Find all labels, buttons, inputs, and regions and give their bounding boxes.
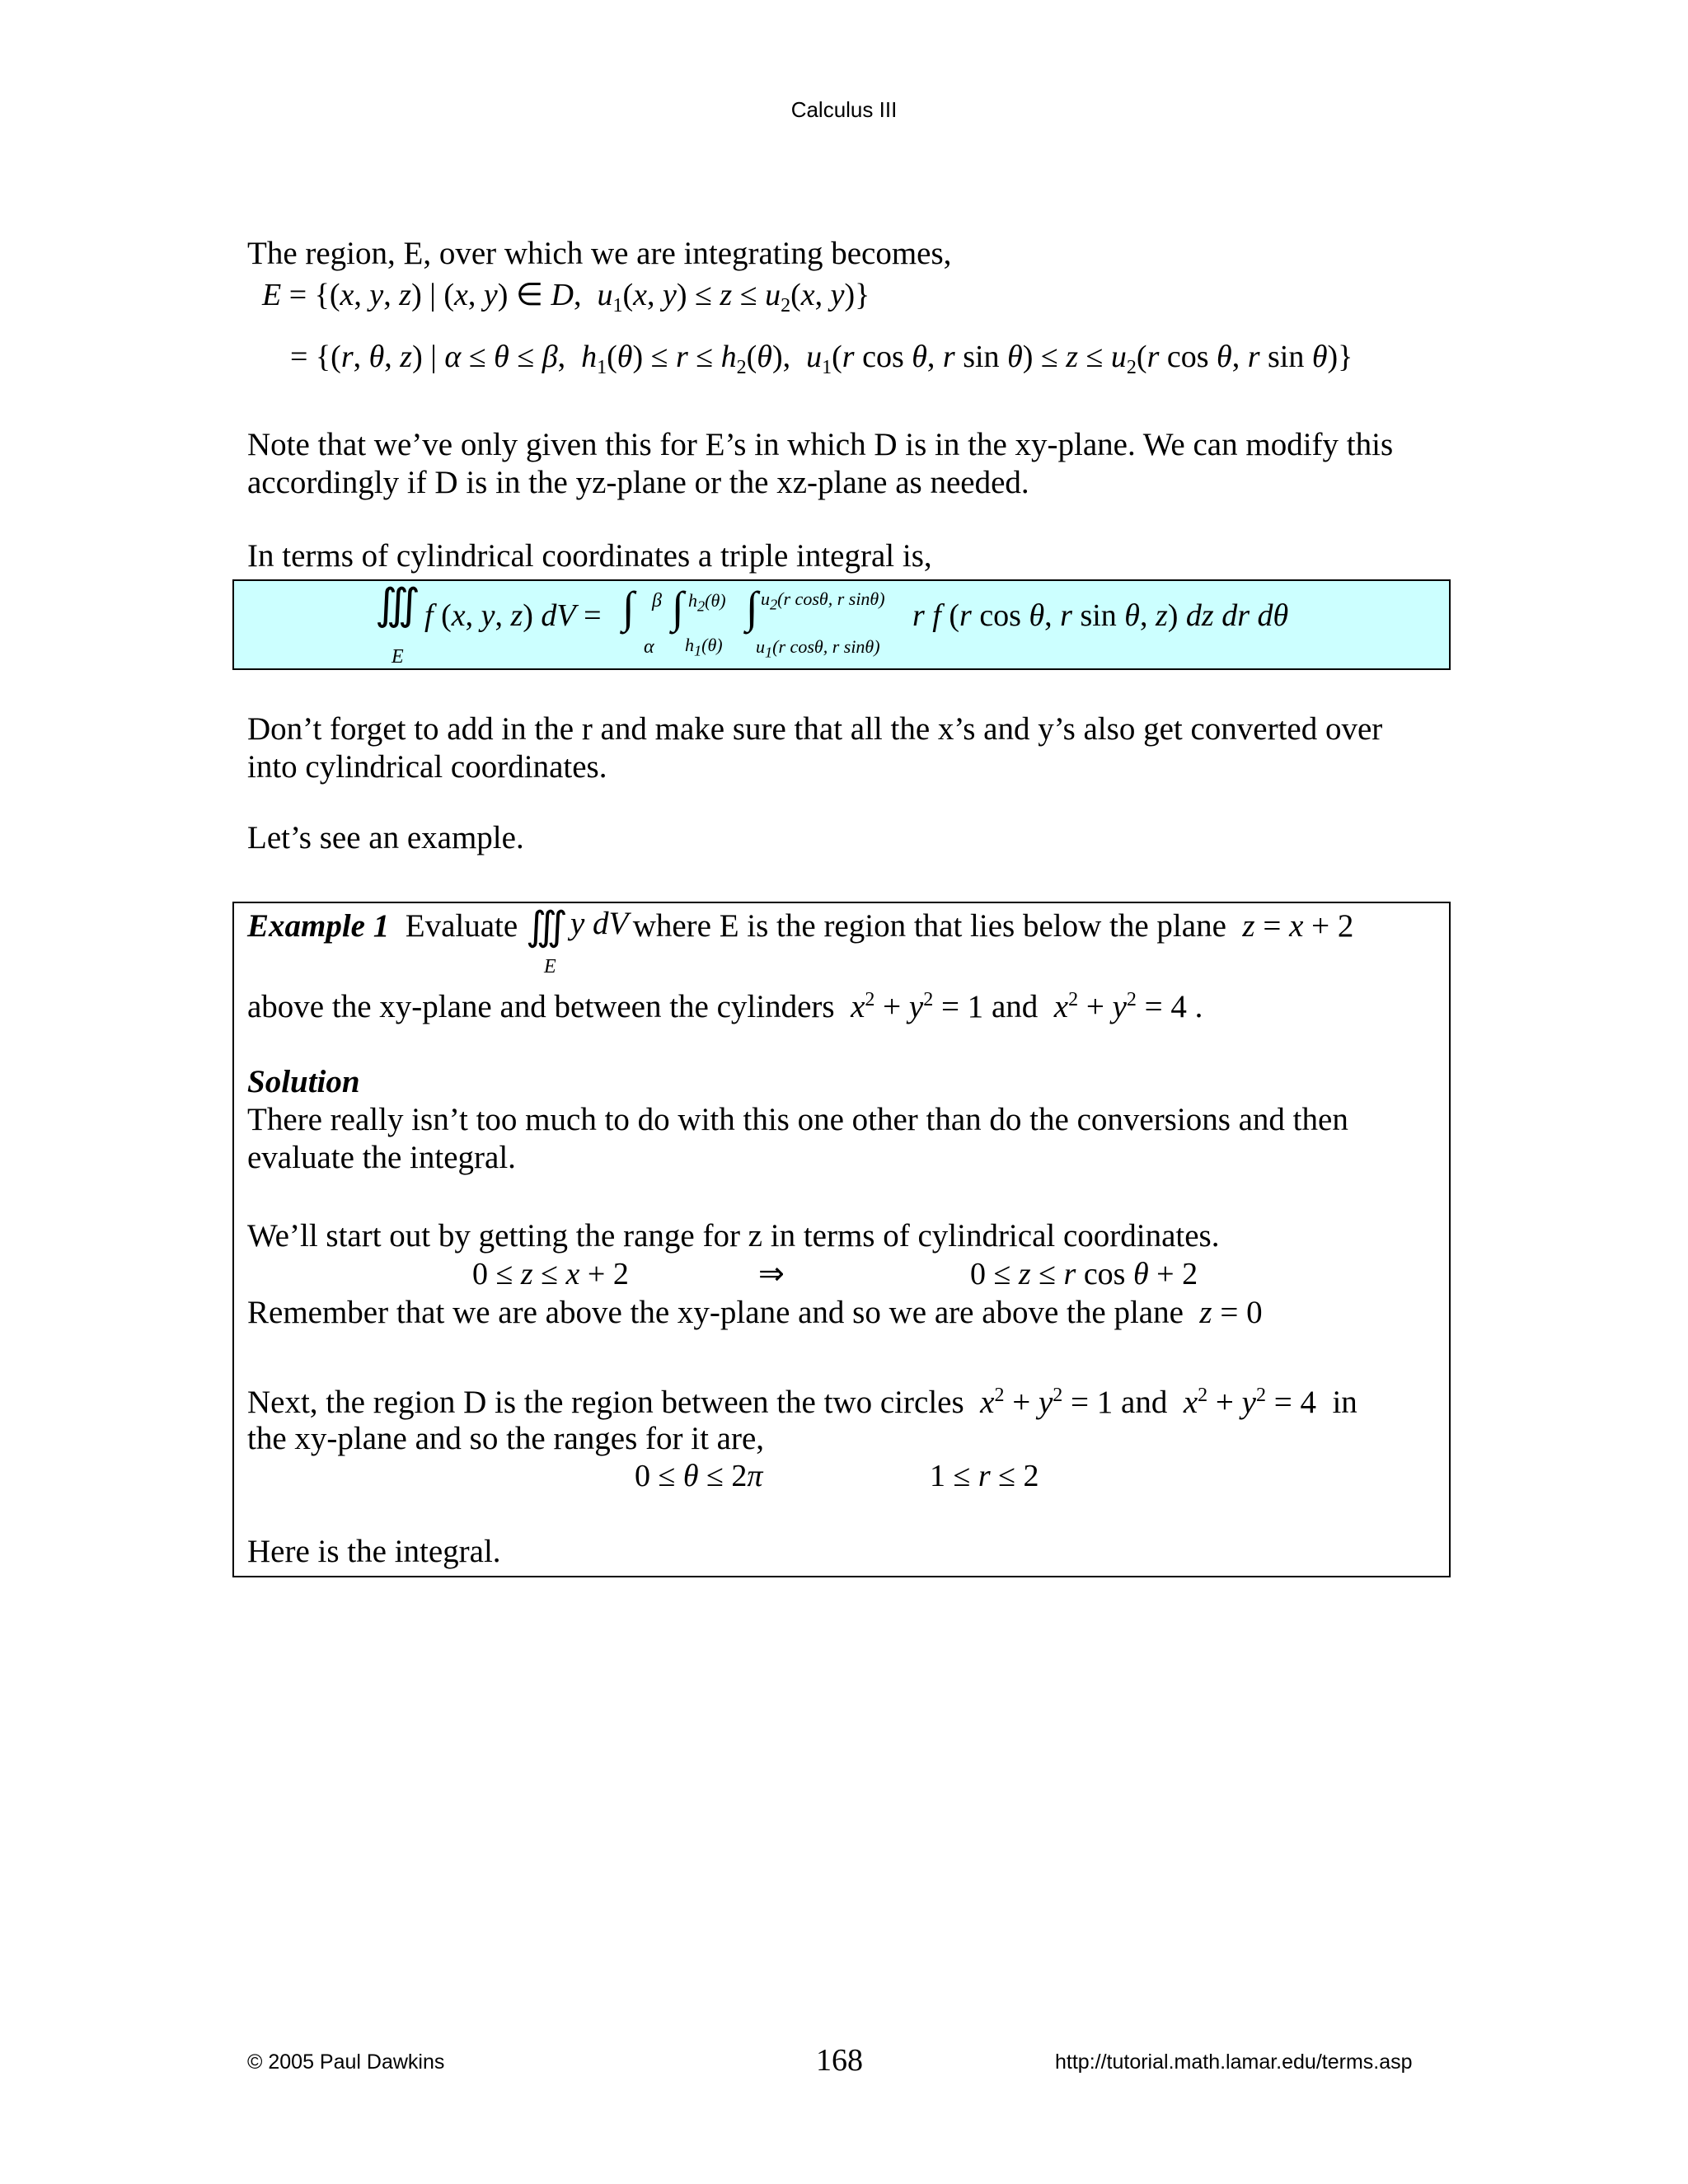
theta-range: 0 ≤ θ ≤ 2π [635,1459,763,1493]
next-line-1-text: Next, the region D is the region between the two circles [247,1385,964,1420]
reminder-line-1: Don’t forget to add in the r and make sure that all the x’s and y’s also get converted over [247,711,1383,747]
z-range-intro: We’ll start out by getting the range for z in terms of cylindrical coordinates. [247,1218,1220,1254]
example-line-1 [247,905,1451,977]
example-line-1-rest: where E is the region that lies below the plane [632,908,1226,944]
r-range: 1 ≤ r ≤ 2 [930,1459,1039,1493]
and-1: and [991,989,1039,1024]
and-2: and [1121,1385,1168,1420]
here-is-integral: Here is the integral. [247,1534,501,1569]
reminder-line-2: into cylindrical coordinates. [247,749,607,785]
example-integral: ∭ E y dV [525,905,629,977]
z-range-cylindrical: 0 ≤ z ≤ r cos θ + 2 [970,1257,1198,1291]
footer-url[interactable]: http://tutorial.math.lamar.edu/terms.asp [1055,2050,1413,2074]
see-example: Let’s see an example. [247,820,524,855]
region-set-equation-2: = {(r, θ, z) | α ≤ θ ≤ β, $h_1(\theta) \le r \le h_2(\theta)$, $u_1(r$ cos θ, r $\sin \theta) \le z \le u_2(r$ cos θ, r sin θ)} [290,340,1353,378]
remember-line: Remember that we are above the xy-plane and so we are above the plane z = 0 [247,1295,1263,1330]
example-line-2-start: above the xy-plane and between the cylinders [247,989,835,1024]
footer-copyright: © 2005 Paul Dawkins [247,2050,445,2074]
region-set-equation-1: E = {(x, y, z) | (x, y) ∈ D, $u_1(x$, $y) \le z \le u_2(x$, y)} [262,278,870,316]
solution-line-2: evaluate the integral. [247,1140,516,1175]
solution-line-1: There really isn’t too much to do with this one other than do the conversions and then [247,1102,1348,1137]
circle-2: $x^2 + y^2 = 4$ [1183,1385,1316,1420]
example-line-2 [247,981,1451,1026]
solution-label: Solution [247,1064,360,1099]
note-line-2: accordingly if D is in the yz-plane or the xz-plane as needed. [247,465,1029,500]
plane-equation: z = x + 2 [1242,908,1354,944]
note-line-1: Note that we’ve only given this for E’s in which D is in the xy-plane. We can modify this [247,427,1394,462]
example-evaluate: Evaluate [405,908,518,944]
cylindrical-intro: In terms of cylindrical coordinates a triple integral is, [247,538,932,574]
circle-1: $x^2 + y^2 = 1$ [980,1385,1114,1420]
cylinder-2: $x^2 + y^2 = 4$ . [1053,989,1203,1024]
example-label: Example 1 [247,908,390,944]
cylinder-1: $x^2 + y^2 = 1$ [851,989,984,1024]
next-line-2: the xy-plane and so the ranges for it are, [247,1421,765,1456]
region-intro: The region, E, over which we are integrating becomes, [247,236,952,271]
z-range-cartesian: 0 ≤ z ≤ x + 2 [472,1257,629,1291]
page-number: 168 [816,2043,863,2078]
implies-arrow: ⇒ [758,1257,785,1291]
page-header: Calculus III [790,97,898,122]
in-word: in [1332,1385,1357,1420]
next-line-1 [247,1376,1451,1422]
